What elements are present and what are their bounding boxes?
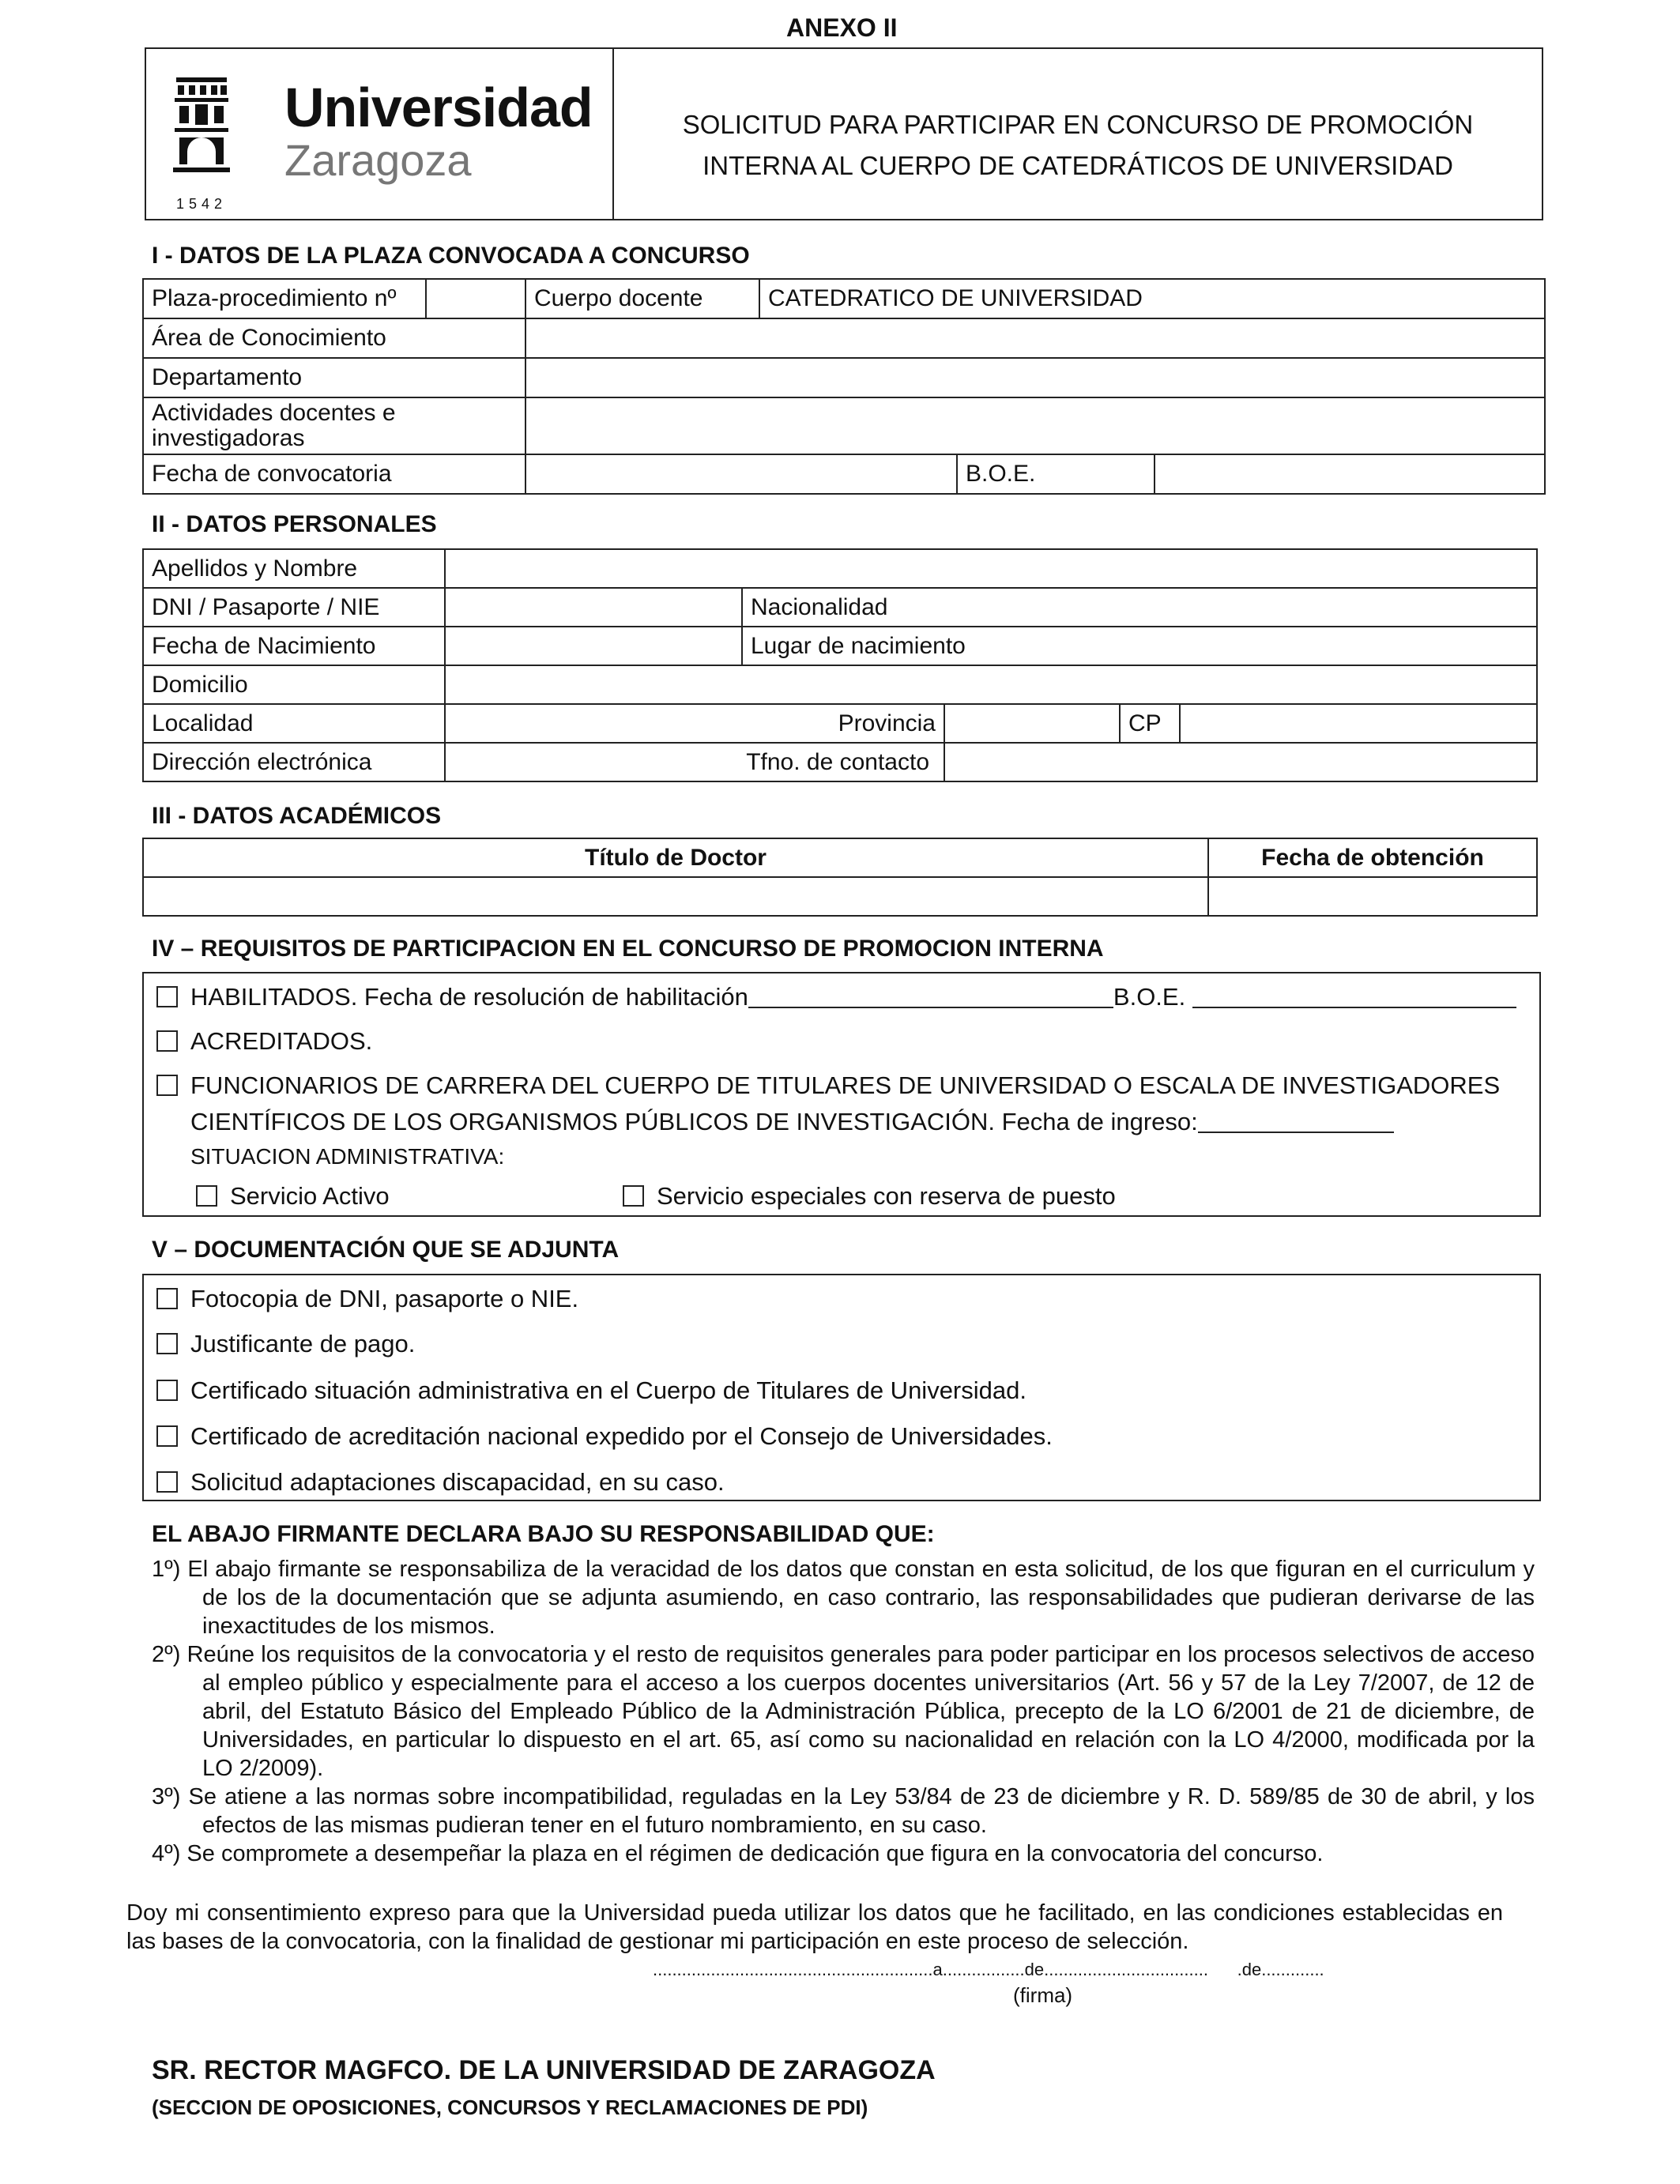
apellidos-label: Apellidos y Nombre <box>143 549 445 588</box>
cuerpo-value[interactable]: CATEDRATICO DE UNIVERSIDAD <box>759 279 1545 318</box>
acreditados-row <box>156 1027 372 1056</box>
section1-heading: I - DATOS DE LA PLAZA CONVOCADA A CONCURSO <box>152 243 750 269</box>
nacionalidad-cell[interactable] <box>742 588 1537 627</box>
domicilio-field[interactable] <box>445 665 1537 704</box>
cp-field[interactable] <box>1180 704 1537 743</box>
servicio-activo-label: Servicio Activo <box>230 1182 390 1210</box>
departamento-label: Departamento <box>143 358 525 397</box>
section2-heading: II - DATOS PERSONALES <box>152 511 437 537</box>
tfno-field[interactable] <box>944 743 1537 781</box>
declaration-item: 3º) Se atiene a las normas sobre incompatibilidad, reguladas en la Ley 53/84 de 23 de diciembre y R. D. 589/85 de 30 de abril, y los efectos de las mismas pudieran tener en el futuro nombramiento, en su caso. <box>152 1784 1535 1838</box>
doc-checkbox-certificado[interactable] <box>156 1380 178 1401</box>
cp-label: CP <box>1120 704 1180 743</box>
section5-heading: V – DOCUMENTACIÓN QUE SE ADJUNTA <box>152 1237 620 1263</box>
fecha-obtencion-field[interactable] <box>1208 877 1537 916</box>
declaration-heading: EL ABAJO FIRMANTE DECLARA BAJO SU RESPONSABILIDAD QUE: <box>152 1521 935 1547</box>
servicio-especiales-checkbox[interactable] <box>623 1185 644 1207</box>
doc-item <box>156 1468 725 1497</box>
signature-date-line[interactable]: ..........................................................a.................de.................................. .de............. <box>653 1960 1324 1979</box>
fecha-convocatoria-label: Fecha de convocatoria <box>143 454 525 494</box>
fecha-convocatoria-field[interactable] <box>525 454 957 494</box>
servicio-especiales-label: Servicio especiales con reserva de puesto <box>657 1182 1116 1210</box>
doc-label: Solicitud adaptaciones discapacidad, en su caso. <box>190 1468 725 1496</box>
provincia-label: Provincia <box>838 710 936 736</box>
nacimiento-field[interactable] <box>445 627 742 665</box>
email-label: Dirección electrónica <box>143 743 445 781</box>
servicio-activo-row <box>196 1182 390 1211</box>
dni-field[interactable] <box>445 588 742 627</box>
provincia-field[interactable] <box>944 704 1120 743</box>
recipient-department: (SECCION DE OPOSICIONES, CONCURSOS Y RECLAMACIONES DE PDI) <box>152 2096 868 2119</box>
nacionalidad-label: Nacionalidad <box>751 593 888 620</box>
form-title-line2: INTERNA AL CUERPO DE CATEDRÁTICOS DE UNIVERSIDAD <box>703 151 1453 180</box>
declaration-item: 4º) Se compromete a desempeñar la plaza en el régimen de dedicación que figura en la convocatoria del concurso. <box>152 1841 1324 1866</box>
doc-checkbox-acreditacion[interactable] <box>156 1425 178 1447</box>
habilitados-date-field[interactable] <box>748 985 1113 1008</box>
servicio-activo-checkbox[interactable] <box>196 1185 217 1207</box>
declaration-item: 1º) El abajo firmante se responsabiliza de la veracidad de los datos que constan en esta solicitud, de los que figuran en el curriculum y de los de la documentación que se adjunta asumiendo, en caso contrario, las responsabilidades que pudieran derivarse de las inexactitudes de los mismos. <box>152 1557 1535 1639</box>
university-logo <box>170 71 593 212</box>
declaration-item: 2º) Reúne los requisitos de la convocatoria y el resto de requisitos generales para poder participar en los procesos selectivos de acceso al empleo público y especialmente para el acceso a los cuerpos docentes universitarios (Art. 56 y 57 de la Ley 7/2007, de 12 de abril, del Estatuto Básico del Empleado Público de la Administración Pública, precepto de la LO 6/2001 de 21 de diciembre, de Universidades, en particular lo dispuesto en el art. 65, así como su nacionalidad en relación con la LO 4/2000, modificada por la LO 2/2009). <box>152 1642 1535 1781</box>
form-title-line1: SOLICITUD PARA PARTICIPAR EN CONCURSO DE PROMOCIÓN <box>682 110 1474 139</box>
email-field[interactable] <box>445 743 944 781</box>
habilitados-row <box>156 983 1516 1011</box>
area-field[interactable] <box>525 318 1545 358</box>
tfno-label: Tfno. de contacto <box>746 748 929 775</box>
annex-title: ANEXO II <box>786 13 898 42</box>
titulo-field[interactable] <box>143 877 1208 916</box>
signature-label: (firma) <box>1013 1983 1073 2007</box>
fecha-obtencion-header: Fecha de obtención <box>1208 838 1537 877</box>
header-box <box>145 47 1543 220</box>
doc-item <box>156 1285 578 1313</box>
area-label: Área de Conocimiento <box>143 318 525 358</box>
personal-table <box>142 548 1538 782</box>
nacimiento-label: Fecha de Nacimiento <box>143 627 445 665</box>
habilitados-boe-field[interactable] <box>1192 985 1516 1008</box>
habilitados-label: HABILITADOS. Fecha de resolución de habilitación <box>190 983 748 1011</box>
logo-name: Universidad <box>284 77 593 138</box>
domicilio-label: Domicilio <box>143 665 445 704</box>
habilitados-boe-label: B.O.E. <box>1113 983 1186 1011</box>
doc-checkbox-discapacidad[interactable] <box>156 1471 178 1493</box>
localidad-field[interactable] <box>445 704 944 743</box>
acreditados-checkbox[interactable] <box>156 1030 178 1052</box>
doc-label: Certificado situación administrativa en el Cuerpo de Titulares de Universidad. <box>190 1376 1026 1404</box>
doc-checkbox-pago[interactable] <box>156 1333 178 1354</box>
cuerpo-label: Cuerpo docente <box>525 279 759 318</box>
servicio-especiales-row <box>623 1182 1116 1211</box>
lugar-cell[interactable] <box>742 627 1537 665</box>
consent-text: Doy mi consentimiento expreso para que la Universidad pueda utilizar los datos que he facilitado, en las condiciones establecidas en las bases de la convocatoria, con la finalidad de gestionar mi participación en este proceso de selección. <box>126 1900 1503 1954</box>
plaza-label: Plaza-procedimiento nº <box>143 279 426 318</box>
doc-item <box>156 1422 1053 1451</box>
actividades-label: Actividades docentes e investigadoras <box>143 397 525 454</box>
acreditados-label: ACREDITADOS. <box>190 1027 373 1055</box>
funcionarios-label-line1: FUNCIONARIOS DE CARRERA DEL CUERPO DE TITULARES DE UNIVERSIDAD O ESCALA DE INVESTIGADORES <box>190 1071 1501 1099</box>
dni-label: DNI / Pasaporte / NIE <box>143 588 445 627</box>
section3-heading: III - DATOS ACADÉMICOS <box>152 803 442 829</box>
fecha-ingreso-field[interactable] <box>1198 1109 1394 1133</box>
logo-city: Zaragoza <box>284 135 472 185</box>
situacion-label: SITUACION ADMINISTRATIVA: <box>190 1144 505 1169</box>
logo-year: 1542 <box>176 196 228 212</box>
funcionarios-label-line2: CIENTÍFICOS DE LOS ORGANISMOS PÚBLICOS DE INVESTIGACIÓN. Fecha de ingreso: <box>190 1108 1198 1135</box>
actividades-field[interactable] <box>525 397 1545 454</box>
doc-label: Fotocopia de DNI, pasaporte o NIE. <box>190 1285 579 1312</box>
doc-label: Certificado de acreditación nacional expedido por el Consejo de Universidades. <box>190 1422 1053 1450</box>
lugar-label: Lugar de nacimiento <box>751 632 966 659</box>
localidad-label: Localidad <box>143 704 445 743</box>
boe-label: B.O.E. <box>957 454 1155 494</box>
recipient: SR. RECTOR MAGFCO. DE LA UNIVERSIDAD DE ZARAGOZA <box>152 2055 936 2085</box>
plaza-field[interactable] <box>426 279 525 318</box>
doc-item <box>156 1330 415 1358</box>
funcionarios-row <box>156 1071 1500 1100</box>
apellidos-field[interactable] <box>445 549 1537 588</box>
documentacion-box <box>142 1274 1541 1501</box>
titulo-header: Título de Doctor <box>143 838 1208 877</box>
boe-field[interactable] <box>1155 454 1545 494</box>
plaza-table <box>142 278 1546 495</box>
funcionarios-checkbox[interactable] <box>156 1075 178 1096</box>
section4-heading: IV – REQUISITOS DE PARTICIPACION EN EL CONCURSO DE PROMOCION INTERNA <box>152 936 1104 962</box>
requisitos-box <box>142 972 1541 1217</box>
form-title <box>614 104 1542 186</box>
doc-checkbox-dni[interactable] <box>156 1288 178 1309</box>
habilitados-checkbox[interactable] <box>156 986 178 1007</box>
departamento-field[interactable] <box>525 358 1545 397</box>
academic-table <box>142 838 1538 917</box>
funcionarios-row2 <box>190 1108 1394 1136</box>
doc-label: Justificante de pago. <box>190 1330 416 1357</box>
tower-emblem-icon <box>170 71 233 190</box>
doc-item <box>156 1376 1026 1405</box>
declaration-list <box>152 1555 1535 1868</box>
